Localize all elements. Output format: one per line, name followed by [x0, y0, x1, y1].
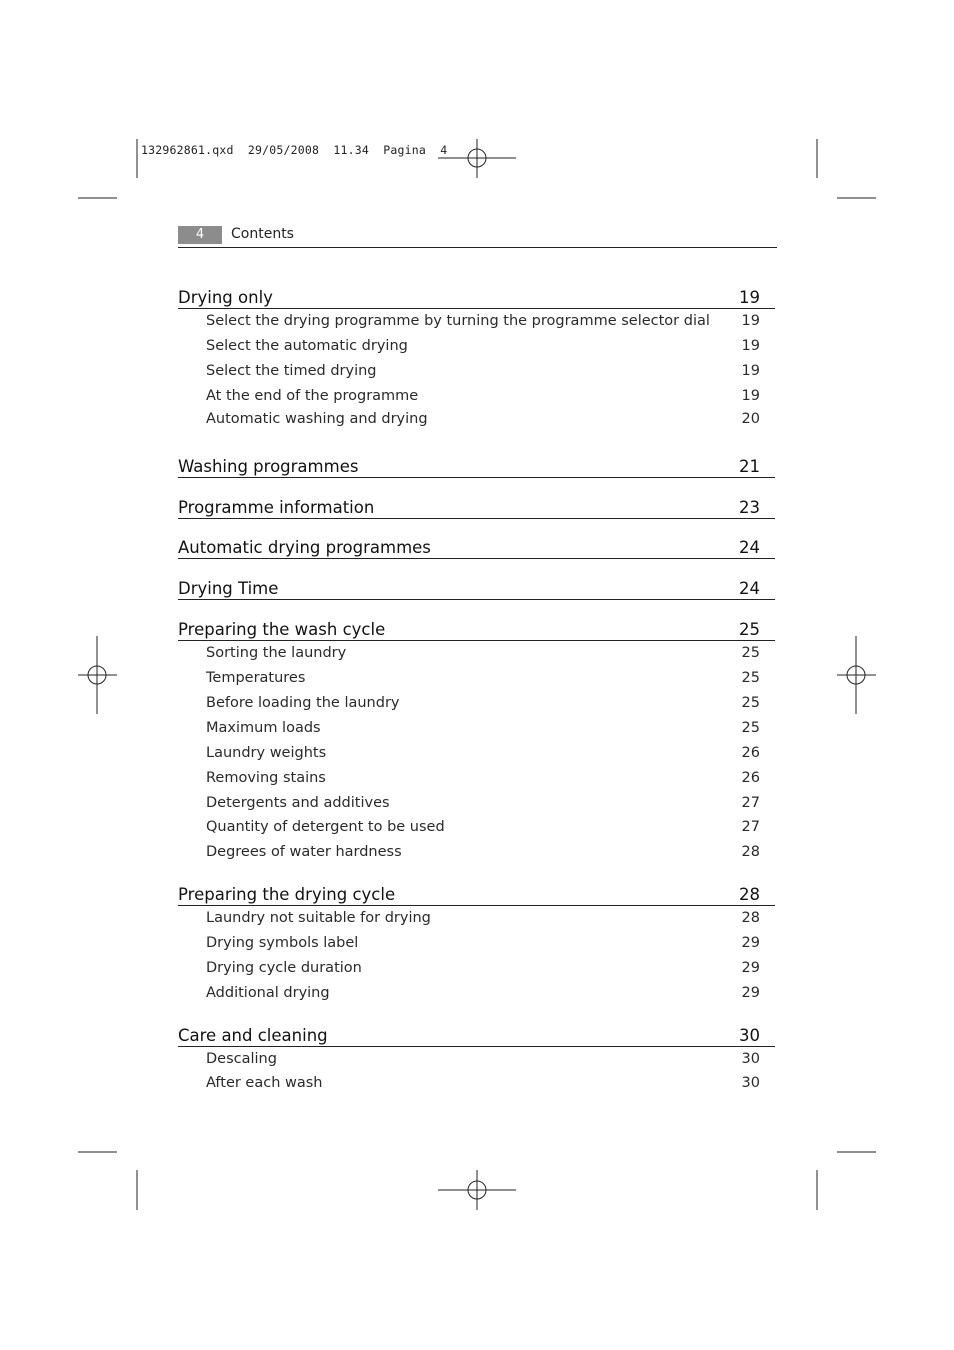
toc-section-title[interactable]: Preparing the drying cycle — [178, 885, 396, 904]
toc-section-title[interactable]: Drying Time — [178, 579, 279, 598]
toc-section-title[interactable]: Washing programmes — [178, 457, 359, 476]
toc-item-page: 27 — [741, 819, 760, 835]
toc-item-title[interactable]: Select the timed drying — [206, 363, 377, 379]
toc-section-rule — [178, 518, 775, 519]
toc-section-title[interactable]: Programme information — [178, 498, 375, 517]
toc-section-page: 23 — [739, 498, 760, 517]
toc-section-page: 25 — [739, 620, 760, 639]
page-header — [178, 225, 777, 248]
toc-item-title[interactable]: Drying cycle duration — [206, 960, 362, 976]
toc-section-rule — [178, 905, 775, 906]
toc-item-page: 30 — [741, 1075, 760, 1091]
toc-section-rule — [178, 1046, 775, 1047]
toc-item-title[interactable]: Select the automatic drying — [206, 338, 408, 354]
toc-item-page: 19 — [741, 388, 760, 404]
toc-section-title[interactable]: Preparing the wash cycle — [178, 620, 386, 639]
toc-section-title[interactable]: Drying only — [178, 288, 273, 307]
toc-item-page: 25 — [741, 695, 760, 711]
toc-item-title[interactable]: Detergents and additives — [206, 795, 390, 811]
toc-section-page: 24 — [739, 538, 760, 557]
page-number: 4 — [178, 226, 222, 244]
toc-item-page: 25 — [741, 720, 760, 736]
toc-section-page: 21 — [739, 457, 760, 476]
toc-item-title[interactable]: Laundry not suitable for drying — [206, 910, 431, 926]
toc-section-page: 24 — [739, 579, 760, 598]
toc-item-title[interactable]: At the end of the programme — [206, 388, 419, 404]
toc-item-title[interactable]: Removing stains — [206, 770, 326, 786]
toc-item-page: 28 — [741, 910, 760, 926]
toc-section-rule — [178, 308, 775, 309]
toc-item-page: 19 — [741, 363, 760, 379]
toc-item-title[interactable]: Sorting the laundry — [206, 645, 347, 661]
toc-item-page: 29 — [741, 960, 760, 976]
toc-item-page: 30 — [741, 1051, 760, 1067]
registration-mark-top — [438, 139, 516, 178]
toc-section-page: 30 — [739, 1026, 760, 1045]
toc-item-title[interactable]: Descaling — [206, 1051, 277, 1067]
toc-item-title[interactable]: Additional drying — [206, 985, 330, 1001]
toc-section-page: 28 — [739, 885, 760, 904]
toc-item-title[interactable]: Select the drying programme by turning the programme selector dial — [206, 313, 710, 329]
toc-item-page: 25 — [741, 645, 760, 661]
toc-item-title[interactable]: Degrees of water hardness — [206, 844, 402, 860]
toc-item-page: 26 — [741, 745, 760, 761]
toc-section-rule — [178, 599, 775, 600]
registration-mark-left — [78, 636, 117, 714]
toc-item-title[interactable]: Laundry weights — [206, 745, 327, 761]
toc-item-title[interactable]: Drying symbols label — [206, 935, 359, 951]
toc-section-page: 19 — [739, 288, 760, 307]
toc-item-page: 25 — [741, 670, 760, 686]
toc-item-page: 26 — [741, 770, 760, 786]
toc-item-page: 29 — [741, 935, 760, 951]
toc-section-rule — [178, 558, 775, 559]
registration-mark-right — [837, 636, 876, 714]
toc-item-page: 19 — [741, 338, 760, 354]
toc-item-title[interactable]: Temperatures — [206, 670, 306, 686]
toc-item-title[interactable]: Before loading the laundry — [206, 695, 400, 711]
toc-section-rule — [178, 640, 775, 641]
toc-item-page: 28 — [741, 844, 760, 860]
toc-item-title[interactable]: After each wash — [206, 1075, 323, 1091]
toc-section-title[interactable]: Care and cleaning — [178, 1026, 328, 1045]
toc-item-title[interactable]: Maximum loads — [206, 720, 321, 736]
toc-section-title[interactable]: Automatic drying programmes — [178, 538, 431, 557]
registration-mark-bottom — [438, 1170, 516, 1210]
toc-item-title[interactable]: Automatic washing and drying — [206, 411, 428, 427]
toc-item-title[interactable]: Quantity of detergent to be used — [206, 819, 445, 835]
toc-item-page: 19 — [741, 313, 760, 329]
toc-item-page: 27 — [741, 795, 760, 811]
toc-item-page: 29 — [741, 985, 760, 1001]
print-slug: 132962861.qxd 29/05/2008 11.34 Pagina 4 — [141, 143, 448, 157]
running-title: Contents — [231, 226, 294, 242]
toc-section-rule — [178, 477, 775, 478]
toc-item-page: 20 — [741, 411, 760, 427]
